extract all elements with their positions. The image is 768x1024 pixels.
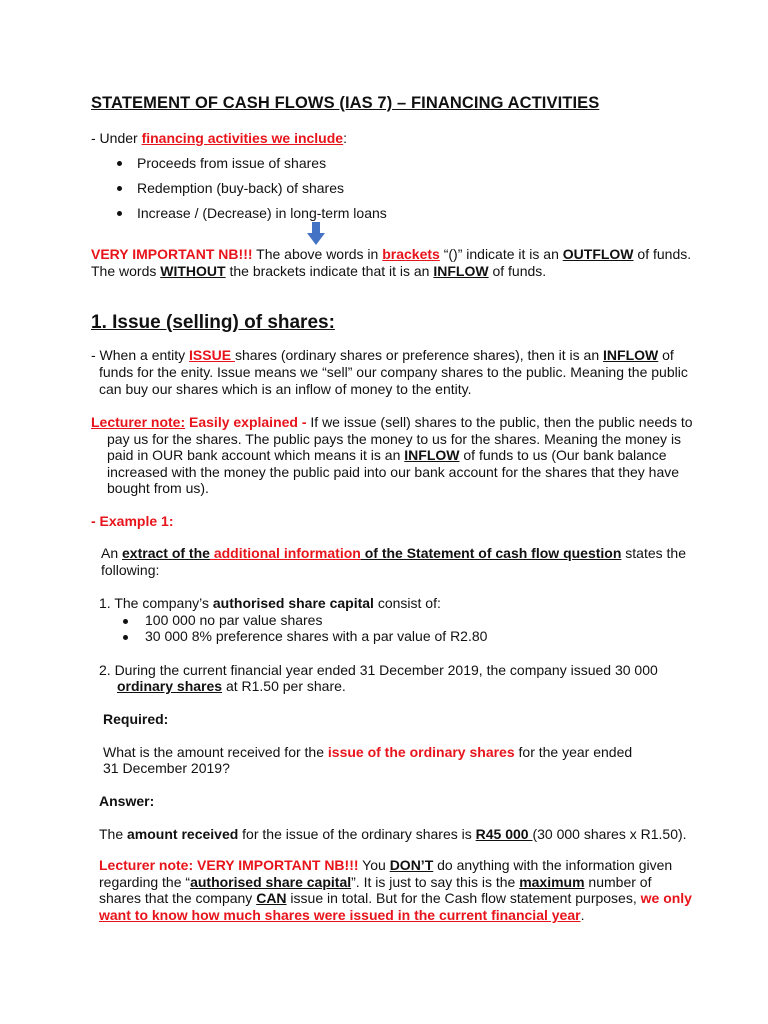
example-label: - Example 1: [91, 513, 174, 529]
nb-text: “()” indicate it is an [439, 246, 563, 262]
answer-amount-received: amount received [127, 826, 239, 842]
item-text: consist of: [373, 595, 441, 611]
final-note-text: number of [584, 874, 652, 890]
page-title: STATEMENT OF CASH FLOWS (IAS 7) – FINANCING ACTIVITIES [91, 94, 600, 112]
intro-suffix: : [343, 130, 347, 146]
final-note-dont: DON’T [389, 857, 434, 873]
final-note-text: You [358, 857, 390, 873]
lecturer-label: Lecturer note: [91, 414, 186, 430]
nb-line-1 [91, 246, 691, 263]
final-note-we-only: we only [640, 890, 692, 906]
extract-line [101, 545, 686, 562]
intro-prefix: - Under [91, 130, 142, 146]
question-text: for the year ended [514, 744, 633, 760]
final-note-authorised: authorised share capital [190, 874, 352, 890]
item-ordinary-shares: ordinary shares [117, 678, 223, 694]
extract-of: extract of the [122, 545, 210, 561]
extract-additional: additional information [209, 545, 361, 561]
nb-label: VERY IMPORTANT NB!!! [91, 246, 253, 262]
nb-line-2 [91, 263, 546, 280]
lecturer-line: increased with the money the public paid into our bank account for the shares that they have [107, 464, 680, 480]
item-1 [99, 595, 441, 612]
nb-text: The above words in [252, 246, 383, 262]
lecturer-line: bought from us). [107, 480, 209, 496]
bullet-dot [117, 161, 122, 166]
bullet-dot [117, 186, 122, 191]
item-2-cont [117, 678, 346, 695]
intro-highlight: financing activities we include [141, 130, 344, 146]
list-item: 30 000 8% preference shares with a par value of R2.80 [145, 628, 488, 644]
final-note-line [99, 890, 692, 907]
final-note-line [99, 874, 651, 891]
bullet-dot [123, 619, 128, 624]
extract-text: states the [621, 545, 686, 561]
para-text: of [658, 347, 674, 363]
lecturer-text: paid in OUR bank account which means it is an [107, 447, 405, 463]
answer-text: (30 000 shares x R1.50). [532, 826, 687, 842]
lecturer-text: If we issue (sell) shares to the public, then the public needs to [306, 414, 693, 430]
nb-brackets: brackets [382, 246, 440, 262]
bullet-dot [123, 635, 128, 640]
nb-without: WITHOUT [160, 263, 226, 279]
extract-question: of the Statement of cash flow question [360, 545, 622, 561]
lecturer-easily: Easily explained - [185, 414, 307, 430]
lecturer-line [91, 414, 693, 431]
final-note-text: shares that the company [99, 890, 257, 906]
lecturer-line [107, 447, 667, 464]
list-item: Increase / (Decrease) in long-term loans [137, 205, 387, 221]
para-text: - When a entity [91, 347, 190, 363]
final-note-want-to-know: want to know how much shares were issued in the current financial year [99, 907, 581, 923]
item-authorised: authorised share capital [212, 595, 374, 611]
nb-text: The words [91, 263, 161, 279]
final-note-text: do anything with the information given [433, 857, 673, 873]
bullet-dot [117, 211, 122, 216]
item-2: 2. During the current financial year ended 31 December 2019, the company issued 30 000 [99, 662, 658, 678]
para-line: funds for the enity. Issue means we “sell” our company shares to the public. Meaning the public [99, 364, 688, 380]
final-note-text: . [580, 907, 585, 923]
question-text: What is the amount received for the [103, 744, 328, 760]
answer-line [99, 826, 687, 843]
required-label: Required: [103, 711, 169, 727]
section-heading: 1. Issue (selling) of shares: [91, 312, 335, 333]
para-text: shares (ordinary shares or preference shares), then it is an [234, 347, 604, 363]
final-note-can: CAN [256, 890, 287, 906]
final-note-maximum: maximum [519, 874, 585, 890]
question-line [103, 744, 632, 761]
nb-inflow: INFLOW [433, 263, 489, 279]
intro-line [91, 130, 347, 147]
extract-text: An [101, 545, 123, 561]
question-issue: issue of the ordinary shares [327, 744, 515, 760]
arrow-down-icon [307, 222, 325, 246]
answer-label: Answer: [99, 793, 155, 809]
item-text: 1. The company’s [99, 595, 213, 611]
list-item: 100 000 no par value shares [145, 612, 323, 628]
final-note-text: issue in total. But for the Cash flow statement purposes, [286, 890, 641, 906]
para-issue: ISSUE [189, 347, 235, 363]
nb-text: the brackets indicate that it is an [225, 263, 434, 279]
nb-text: of funds. [488, 263, 547, 279]
item-text: at R1.50 per share. [222, 678, 346, 694]
nb-text: of funds. [633, 246, 692, 262]
final-note-text: regarding the “ [99, 874, 191, 890]
para-inflow: INFLOW [603, 347, 659, 363]
answer-text: The [99, 826, 128, 842]
nb-outflow: OUTFLOW [562, 246, 634, 262]
list-item: Redemption (buy-back) of shares [137, 180, 344, 196]
answer-text: for the issue of the ordinary shares is [238, 826, 476, 842]
para-line: can buy our shares which is an inflow of money to the entity. [99, 381, 472, 397]
final-note-text: ”. It is just to say this is the [351, 874, 520, 890]
lecturer-inflow: INFLOW [404, 447, 460, 463]
extract-line: following: [101, 562, 160, 578]
lecturer-text: of funds to us (Our bank balance [459, 447, 667, 463]
answer-value: R45 000 [475, 826, 533, 842]
list-item: Proceeds from issue of shares [137, 155, 327, 171]
lecturer-line: pay us for the shares. The public pays the money to us for the shares. Meaning the money is [107, 431, 682, 447]
final-note-line [99, 857, 672, 874]
question-line: 31 December 2019? [103, 760, 230, 776]
para-line [91, 347, 674, 364]
final-note-line [99, 907, 584, 924]
final-note-label: Lecturer note: VERY IMPORTANT NB!!! [99, 857, 359, 873]
